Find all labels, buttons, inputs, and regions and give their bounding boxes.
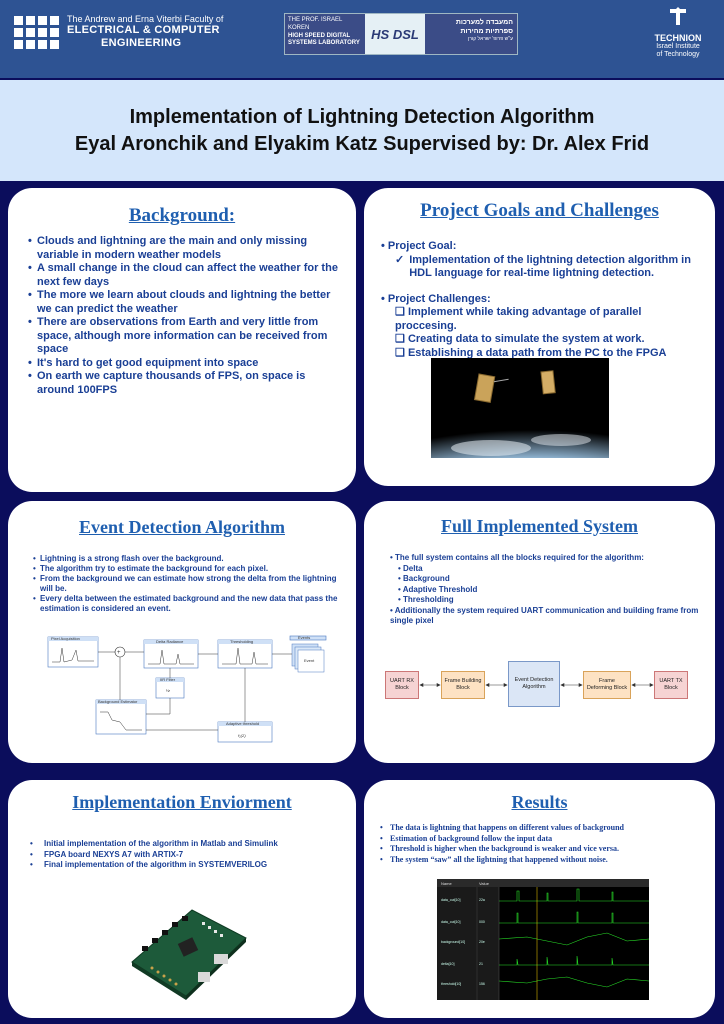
signal-value: 20e	[479, 940, 485, 944]
technion-sub2: of Technology	[656, 51, 700, 59]
signal-value: 21	[479, 962, 483, 966]
event-list	[34, 554, 344, 614]
signal-value: 000	[479, 920, 485, 924]
results-panel	[364, 780, 715, 1018]
list-item: • It's hard to get good equipment into space	[30, 357, 344, 371]
satellite-earth-image	[431, 358, 609, 458]
signal-name: threshold[10]	[441, 982, 462, 986]
full-sub-item: • Adaptive Threshold	[398, 584, 478, 594]
background-list	[30, 235, 344, 397]
full-sub-item: • Delta	[398, 563, 423, 573]
full-intro: • The full system contains all the blocks required for the algorithm:	[390, 553, 644, 562]
lab-logo-text: HS DSL	[365, 14, 425, 54]
challenges-label: • Project Challenges:	[381, 292, 491, 305]
list-item: • The system “saw” all the lightning that happened without noise.	[380, 855, 703, 866]
signal-name: delta[10]	[441, 962, 455, 966]
lab-hebrew2: ספרתיות מהירות	[460, 28, 513, 36]
checkbox-icon: ❑	[395, 346, 405, 359]
faculty-line1: The Andrew and Erna Viterbi Faculty of	[67, 14, 224, 24]
technion-sub1: Israel Institute	[656, 43, 700, 50]
list-item: • The data is lightning that happens on different values of background	[380, 823, 703, 834]
block-frame-building: Frame Building Block	[441, 671, 485, 699]
results-list	[380, 823, 703, 865]
event-heading: Event Detection Algorithm	[79, 517, 285, 537]
background-heading: Background:	[128, 205, 236, 226]
full-sub-item: • Background	[398, 574, 450, 583]
checkbox-icon: ❑	[395, 333, 405, 345]
waveform-plot	[437, 879, 649, 1000]
list-item: • FPGA board NEXYS A7 with ARTIX-7	[30, 850, 344, 861]
challenge-item: ❑ Implement while taking advantage of parallel proccesing.	[395, 306, 642, 332]
checkmark-icon: ✓	[395, 253, 405, 266]
block-frame-deforming: Frame Deforming Block	[583, 671, 631, 699]
lab-hebrew3: ע"ש פרופ' ישראל קורן	[467, 36, 513, 43]
faculty-line3: ENGINEERING	[101, 36, 182, 49]
waveform-viewer	[437, 879, 649, 1000]
diagram-event: Event	[304, 658, 315, 663]
technion-name: TECHNION	[654, 33, 702, 43]
full-extra: • Additionally the system required UART communication and building frame from single pixel	[390, 605, 699, 625]
svg-text:+: +	[117, 650, 121, 656]
ece-grid-icon	[14, 16, 59, 49]
background-panel	[8, 188, 356, 492]
list-item: • On earth we capture thousands of FPS, on space is around 100FPS	[30, 370, 344, 397]
lab-line3: SYSTEMS LABORATORY	[288, 40, 360, 47]
diagram-delta-rad: Delta Radiance	[156, 639, 184, 644]
poster-title: Implementation of Lightning Detection Algorithm	[129, 105, 595, 128]
svg-text:¹⁄z: ¹⁄z	[166, 688, 170, 693]
wave-head-value: Value	[479, 881, 489, 886]
list-item: • From the background we can estimate how strong the delta from the lightning will be.	[34, 574, 344, 594]
ece-faculty-logo	[14, 14, 223, 50]
event-detection-panel	[8, 501, 356, 763]
diagram-adaptive: Adaptive threshold	[226, 721, 260, 726]
challenge-item: ❑ Establishing a data path from the PC to the FPGA	[395, 346, 667, 359]
env-list	[30, 839, 344, 871]
header-bar	[0, 0, 724, 78]
list-item: • Lightning is a strong flash over the background.	[34, 554, 344, 564]
full-system-panel	[364, 501, 715, 763]
block-uart-rx: UART RX Block	[385, 671, 419, 699]
block-uart-tx: UART TX Block	[654, 671, 688, 699]
signal-name: data_out[10]	[441, 898, 461, 902]
technion-logo	[640, 6, 716, 60]
list-item: • Estimation of background follow the input data	[380, 834, 703, 845]
algorithm-block-diagram	[46, 634, 330, 746]
wave-head-name: Name	[441, 881, 452, 886]
implementation-env-panel	[8, 780, 356, 1018]
goals-heading: Project Goals and Challenges	[420, 200, 659, 221]
diagram-threshold: Thresholding	[230, 639, 254, 644]
diagram-bg-est: Background Estimator	[98, 699, 138, 704]
list-item: • The more we learn about clouds and lightning the better we can predict the weather	[30, 289, 344, 316]
list-item: • Threshold is higher when the background is weaker and vice versa.	[380, 844, 703, 855]
list-item: • Every delta between the estimated background and the new data that pass the estimation is considered an event.	[34, 594, 344, 614]
signal-name: data_out[10]	[441, 920, 461, 924]
list-item: • A small change in the cloud can affect the weather for the next few days	[30, 262, 344, 289]
env-heading: Implementation Enviorment	[72, 792, 292, 812]
list-item: • Final implementation of the algorithm in SYSTEMVERILOG	[30, 860, 344, 871]
full-sub-item: • Thresholding	[398, 595, 454, 604]
signal-value: 22a	[479, 898, 485, 902]
diagram-iir: IIR Filter	[160, 677, 176, 682]
full-heading: Full Implemented System	[441, 516, 638, 536]
signal-value: 156	[479, 982, 485, 986]
list-item: • Initial implementation of the algorithm in Matlab and Simulink	[30, 839, 344, 850]
lab-line2: HIGH SPEED DIGITAL	[288, 32, 351, 39]
lab-line1: THE PROF. ISRAEL KOREN	[288, 17, 343, 31]
poster-authors: Eyal Aronchik and Elyakim Katz Supervised by: Dr. Alex Frid	[74, 132, 650, 155]
faculty-line2: ELECTRICAL & COMPUTER	[67, 24, 220, 37]
checkbox-icon: ❑	[395, 306, 405, 318]
diagram-pixel-acq: Pixel Acquisition	[51, 636, 80, 641]
list-item: • Clouds and lightning are the main and only missing variable in modern weather models	[30, 235, 344, 262]
challenge-item: ❑ Creating data to simulate the system at work.	[395, 333, 645, 345]
diagram-events: Events	[298, 635, 311, 640]
goal-label: • Project Goal:	[381, 240, 457, 252]
title-banner	[0, 80, 724, 181]
svg-text:f₂(Σ): f₂(Σ)	[238, 733, 246, 738]
results-heading: Results	[511, 792, 568, 812]
goals-panel	[364, 188, 715, 486]
hsdsl-lab-logo	[284, 13, 518, 55]
block-arrows	[364, 501, 715, 763]
lab-hebrew1: המעבדה למערכות	[455, 19, 513, 26]
technion-emblem-icon	[667, 6, 689, 28]
list-item: • The algorithm try to estimate the background for each pixel.	[34, 564, 344, 574]
fpga-board-image	[122, 892, 252, 1002]
signal-name: background[10]	[441, 940, 466, 944]
list-item: • There are observations from Earth and very little from space, although more information can be received from space	[30, 316, 344, 357]
block-event-detection: Event Detection Algorithm	[508, 661, 560, 707]
goal-item: ✓ Implementation of the lightning detection algorithm in HDL language for real-time lightning detection.	[395, 253, 691, 279]
